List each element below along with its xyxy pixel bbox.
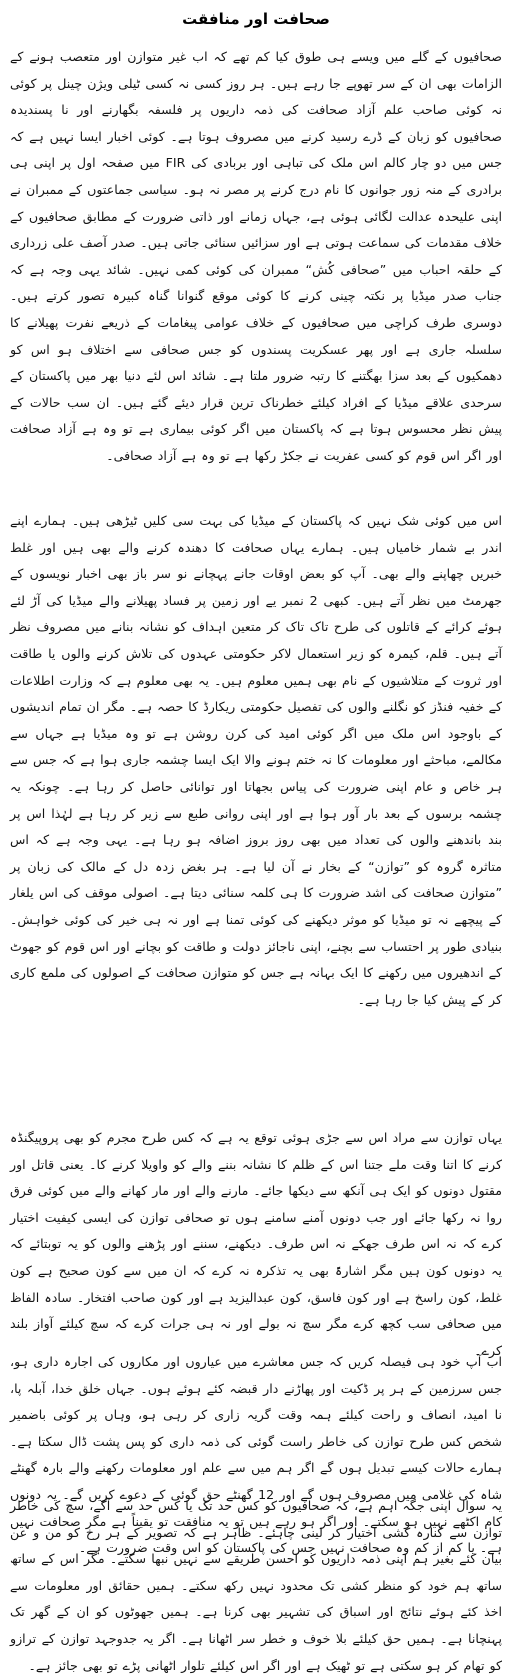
article-headline: صحافت اور منافقت xyxy=(182,10,330,28)
article-paragraph-4: اب آپ خود ہی فیصلہ کریں کہ جس معاشرے میں عیاروں اور مکاروں کی اجارہ داری ہو، جس سرزمین کے ہر پر ڈکیت اور پھاڑنے دار قبضہ کئے ہوئے ہوں۔ جہاں خلق خدا، آبلہ پا، نا امید، انصاف و راحت کیلئے ہمہ وقت گریہ زاری کر رہی ہو، وہاں پر کوئی باضمیر شخص کس طرح توازن کی خاطر راست گوئی کی ذمہ داری کو پس پشت ڈال سکتا ہے۔ ہمارے حالات کیسے تبدیل ہوں گے اگر ہم میں سے علم اور معلومات رکھنے والے بارہ گھنٹے شاہ کی غلامی میں مصروف ہوں گے اور 12 گھنٹے حق گوئی کے دعوے کریں گے۔ یہ دونوں کام اکٹھے نہیں ہو سکتے۔ اور اگر ہو رہے ہیں تو یہ منافقت تو یقیناً ہے مگر صحافت نہیں ہے۔ یا کم از کم وہ صحافت نہیں جس کی پاکستان کو اس وقت ضرورت ہے۔ xyxy=(10,1354,503,1556)
article-paragraph-1: صحافیوں کے گلے میں ویسے ہی طوق کیا کم تھے کہ اب غیر متوازن اور متعصب ہونے کے الزامات بھی ان کے سر تھوپے جا رہے ہیں۔ ہر روز کسی نہ کسی ٹیلی ویژن چینل پر کوئی نہ کوئی صاحب علم آزاد صحافت کی ذمہ داریوں پر فلسفہ بگھارنے اور نا پسندیدہ صحافیوں کو زبان کے ڈرے رسید کرنے میں مصروف ہوتا ہے۔ کوئی اخبار ایسا نہیں ہے کہ جس میں دو چار کالم اس ملک کی تباہی اور بربادی کی FIR میں صفحہ اول پر اپنی ہی برادری کے منہ زور جوانوں کا نام درج کرنے پر مصر نہ ہو۔ سیاسی جماعتوں کے ممبران نے اپنی علیحدہ عدالت لگائی ہوئی ہے، جہاں زمانے اور ذاتی ضرورت کے مطابق صحافیوں کے خلاف مقدمات کی سماعت ہوتی ہے اور سزائیں سنائی جاتی ہیں۔ صدر آصف علی زرداری کے حلقہ احباب میں ”صحافی کُش“ ممبران کی کوئی کمی نہیں۔ شائد یہی وجہ ہے کہ جناب صدر میڈیا پر نکتہ چینی کرنے کا کوئی موقع گنوانا گناہ کبیرہ تصور کرتے ہیں۔ دوسری طرف کراچی میں صحافیوں کے خلاف عوامی پیغامات کے ذریعے نفرت پھیلانے کا سلسلہ جاری ہے اور پھر عسکریت پسندوں کو جس صحافی سے اختلاف ہو اس کو دھمکیوں کے بعد سزا بھگتنے کا رتبہ ضرور ملتا ہے۔ شائد اس لئے دنیا بھر میں پاکستان کے سرحدی علاقے میڈیا کے افراد کیلئے خطرناک ترین قرار دیئے گئے ہیں۔ ان سب حالات کے پیش نظر محسوس ہوتا ہے کہ پاکستان میں اگر کوئی بیماری ہے تو وہ ہے آزاد صحافت اور اگر اس قوم کو کسی عفریت نے جکڑ رکھا ہے تو وہ ہے آزاد صحافی۔ xyxy=(10,49,502,463)
article-paragraph-3: یہاں توازن سے مراد اس سے جڑی ہوئی توقع یہ ہے کہ کس طرح مجرم کو بھی پروپیگنڈہ کرنے کا اتنا وقت ملے جتنا اس کے ظلم کا نشانہ بننے والے کو واویلا کرنے کا۔ یعنی قاتل اور مقتول دونوں کو ایک ہی آنکھ سے دیکھا جائے۔ مارنے والے اور مار کھانے والے میں کوئی فرق روا نہ رکھا جائے اور جب دونوں آمنے سامنے ہوں تو صحافی توازن کی ایسی کیفیت اختیار کرے کہ نہ اس طرف جھکے نہ اس طرف۔ دیکھنے، سننے اور پڑھنے والوں کو یہ توبتائے کہ یہ دونوں کون ہیں مگر اشارۃً بھی یہ تذکرہ نہ کرے کہ ان میں سے کون صحیح ہے کون غلط، کون راسخ ہے اور کون فاسق، کون عبدالیزید ہے اور کون صاحب افتخار۔ سادہ الفاظ میں صحافی سب کچھ کرے مگر سچ نہ بولے اور نہ ہی جرات کرے کہ سچ کیلئے آواز بلند کرے۔ xyxy=(10,1130,502,1358)
article-paragraph-5: یہ سوال اپنی جگہ اہم ہے، کہ صحافیوں کو کس حد تک یا کس حد سے آگے، سچ کی خاطر توازن سے کنارہ کشی اختیار کر لینی چاہئے۔ ظاہر ہے کہ تصویر کے ہر رخ کو من و عن بیان کئے بغیر ہم اپنی ذمہ داریوں کو احسن طریقے سے نہیں نبھا سکتے۔ مگر اس کے ساتھ ساتھ ہم خود کو منظر کشی تک محدود نہیں رکھ سکتے۔ ہمیں حقائق اور معلومات سے اخذ کئے ہوئے نتائج اور اسباق کی تشہیر بھی کرنا ہے۔ ہمیں جھوٹوں کو ان کے گھر تک پہنچانا ہے۔ ہمیں حق کیلئے بلا خوف و خطر سر اٹھانا ہے۔ اگر یہ جدوجہد توازن کے ترازو کو تھام کر ہو سکتی ہے تو ٹھیک ہے اور اگر اس کیلئے تلوار اٹھانی پڑے تو بھی جائز ہے۔ xyxy=(10,1498,502,1673)
article-paragraph-2: اس میں کوئی شک نہیں کہ پاکستان کے میڈیا کی بہت سی کلیں ٹیڑھی ہیں۔ ہمارے اپنے اندر بے شمار خامیاں ہیں۔ ہمارے یہاں صحافت کا دھندہ کرنے والے بھی ہیں اور غلط خبریں چھاپنے والے بھی۔ آپ کو بعض اوقات جانے پہچانے نو سر باز بھی اخبار نویسوں کے جھرمٹ میں نظر آتے ہیں۔ کبھی 2 نمبر یے اور زمین پر فساد پھیلانے والے میڈیا کی آڑ لئے ہوئے کرائے کے قاتلوں کی طرح تاک تاک کر متعین اہداف کو نشانہ بنانے میں مصروف نظر آتے ہیں۔ قلم، کیمرہ کو زیر استعمال لاکر حکومتی عہدوں کی تلاش کرنے والوں یا طاقت اور ثروت کے متلاشیوں کے نام بھی ہمیں معلوم ہیں۔ یہ بھی معلوم ہے کہ وزارت اطلاعات کے خفیہ فنڈز کو نگلنے والوں کی تفصیل حکومتی ریکارڈ کا حصہ ہے۔ مگر ان تمام اندیشوں کے باوجود اس ملک میں اگر کوئی امید کی کرن روشن ہے تو وہ میڈیا ہے جہاں سے مکالمے، مباحثے اور معلومات کا نہ ختم ہونے والا ایک ایسا چشمہ جاری ہوا ہے کہ جس سے ہر خاص و عام اپنی ضرورت کی پیاس بجھاتا اور توانائی حاصل کر رہا ہے۔ چونکہ یہ چشمہ برسوں کے بعد بار آور ہوا ہے اور اپنی روانی طبع سے زیر کر رہا ہے لہٰذا اس پر بند باندھنے والوں کی تعداد میں بھی روز بروز اضافہ ہو رہا ہے۔ یہی وجہ ہے کہ اس متاثرہ گروہ کو ”توازن“ کے بخار نے آن لیا ہے۔ ہر بغض زدہ دل کے مالک کی زبان پر ”متوازن صحافت کی اشد ضرورت کا ہی کلمہ سنائی دیتا ہے۔ اصولی موقف کی اس یلغار کے پیچھے نہ تو میڈیا کو موثر دیکھنے کی کوئی تمنا ہے اور نہ ہی خیر کی کوئی خواہش۔ بنیادی طور پر احتساب سے بچنے، اپنی ناجائز دولت و طاقت کو بچانے اور اس قوم کو جھوٹ کے اندھیروں میں رکھنے کا ایک بہانہ ہے جس کو متوازن صحافت کے اصولوں کی ملمع کاری کر کے پیش کیا جا رہا ہے۔ xyxy=(10,513,502,1007)
